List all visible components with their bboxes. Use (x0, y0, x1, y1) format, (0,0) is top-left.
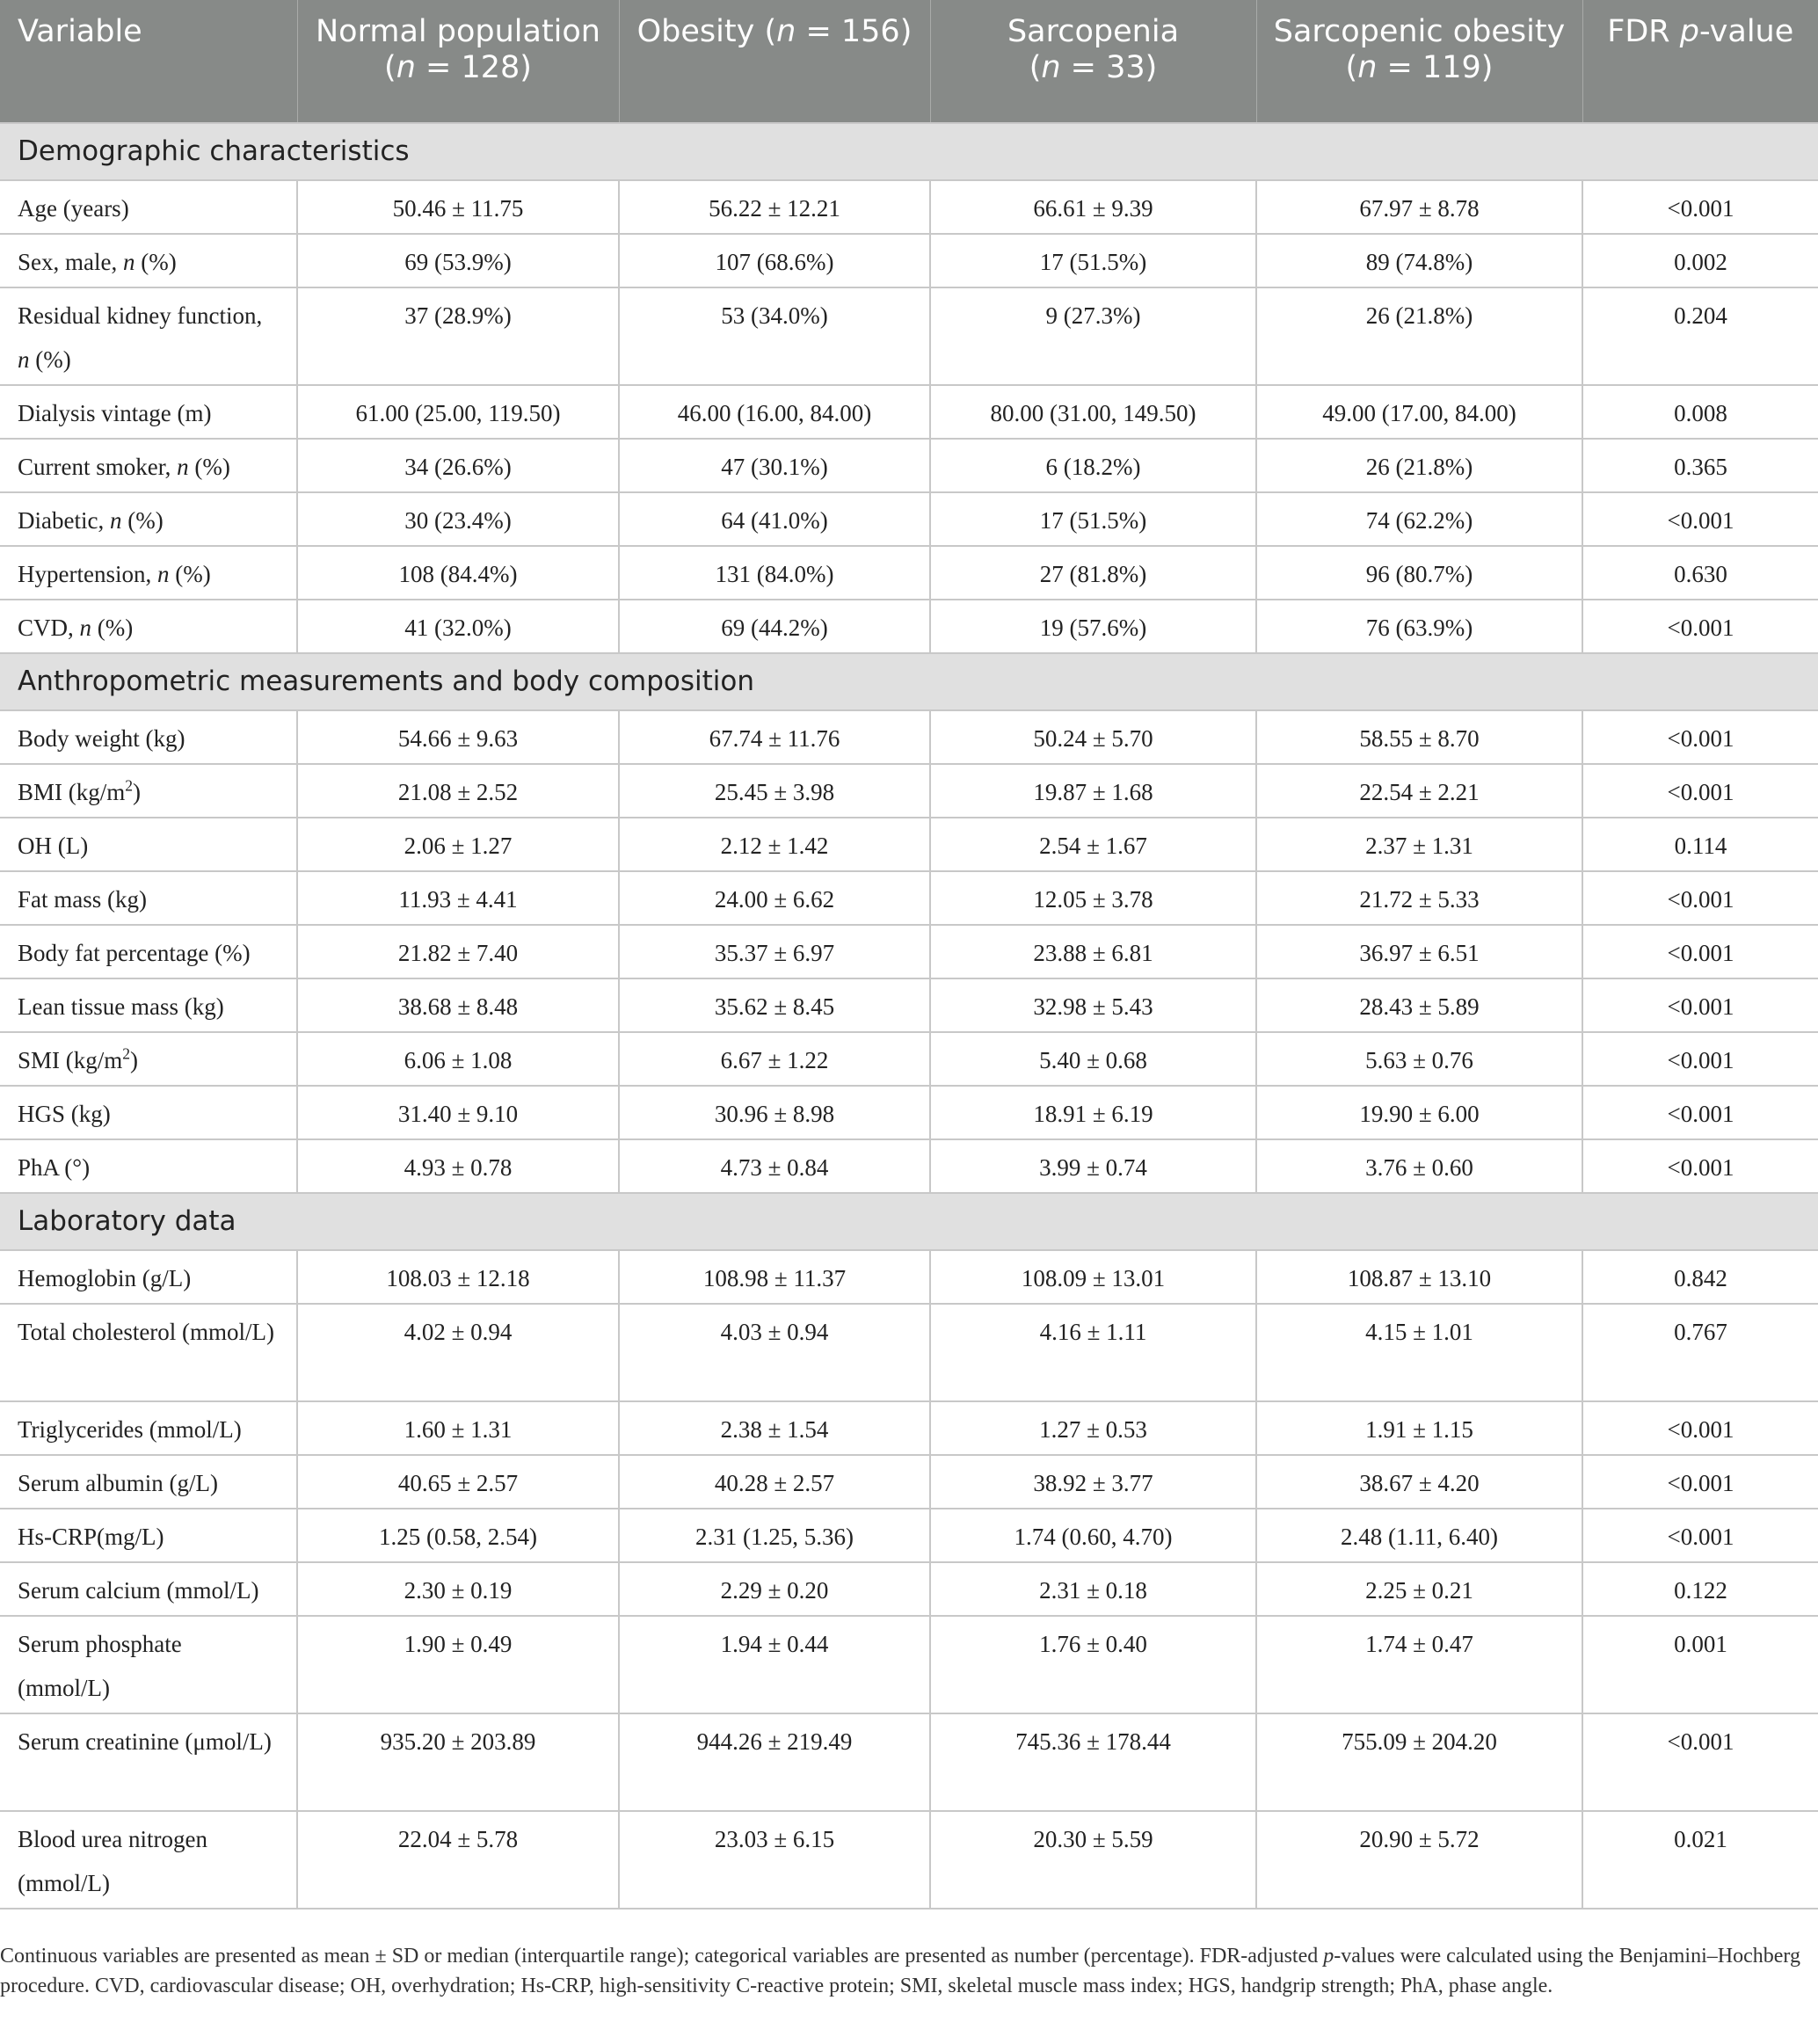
table-row-serum-albumin (0, 1455, 1818, 1509)
header-sarcopenic-obesity: Sarcopenic obesity (n = 119) (1256, 0, 1582, 123)
table-cell: 2.06 ± 1.27 (297, 818, 619, 871)
table-cell: 67.97 ± 8.78 (1256, 180, 1582, 234)
table-cell: 30.96 ± 8.98 (619, 1086, 930, 1139)
table-row-fat-mass (0, 871, 1818, 925)
variable-label-cell: Hypertension, n (%) (0, 546, 297, 600)
table-cell: 0.365 (1582, 439, 1818, 492)
table-cell: 20.90 ± 5.72 (1256, 1811, 1582, 1909)
table-cell: 2.31 (1.25, 5.36) (619, 1509, 930, 1562)
table-cell: 1.94 ± 0.44 (619, 1616, 930, 1713)
section-row-laboratory (0, 1193, 1818, 1250)
table-cell: 26 (21.8%) (1256, 439, 1582, 492)
table-cell: <0.001 (1582, 925, 1818, 978)
table-cell: 6.06 ± 1.08 (297, 1032, 619, 1086)
table-cell: 47 (30.1%) (619, 439, 930, 492)
variable-label-cell: Residual kidney function, n (%) (0, 287, 297, 385)
table-cell: 69 (44.2%) (619, 600, 930, 653)
variable-label-cell: Diabetic, n (%) (0, 492, 297, 546)
variable-label-cell: Lean tissue mass (kg) (0, 978, 297, 1032)
table-row-body-weight (0, 710, 1818, 764)
table-cell: 1.74 ± 0.47 (1256, 1616, 1582, 1713)
table-cell: 1.76 ± 0.40 (930, 1616, 1256, 1713)
table-cell: 1.25 (0.58, 2.54) (297, 1509, 619, 1562)
table-cell: 0.122 (1582, 1562, 1818, 1616)
table-cell: 2.29 ± 0.20 (619, 1562, 930, 1616)
table-cell: 11.93 ± 4.41 (297, 871, 619, 925)
table-cell: 4.73 ± 0.84 (619, 1139, 930, 1193)
table-cell: 41 (32.0%) (297, 600, 619, 653)
table-cell: 24.00 ± 6.62 (619, 871, 930, 925)
variable-label-cell: Total cholesterol (mmol/L) (0, 1304, 297, 1401)
table-cell: 108.98 ± 11.37 (619, 1250, 930, 1304)
table-cell: 19.90 ± 6.00 (1256, 1086, 1582, 1139)
table-cell: 4.16 ± 1.11 (930, 1304, 1256, 1401)
table-cell: 40.28 ± 2.57 (619, 1455, 930, 1509)
table-cell: 12.05 ± 3.78 (930, 871, 1256, 925)
table-cell: <0.001 (1582, 978, 1818, 1032)
table-row-smi (0, 1032, 1818, 1086)
table-cell: 25.45 ± 3.98 (619, 764, 930, 818)
table-cell: 108 (84.4%) (297, 546, 619, 600)
table-cell: 35.37 ± 6.97 (619, 925, 930, 978)
variable-label-cell: HGS (kg) (0, 1086, 297, 1139)
table-cell: 64 (41.0%) (619, 492, 930, 546)
table-cell: 0.204 (1582, 287, 1818, 385)
table-cell: 21.82 ± 7.40 (297, 925, 619, 978)
table-cell: 108.87 ± 13.10 (1256, 1250, 1582, 1304)
table-cell: 22.04 ± 5.78 (297, 1811, 619, 1909)
table-cell: 17 (51.5%) (930, 234, 1256, 287)
table-cell: 36.97 ± 6.51 (1256, 925, 1582, 978)
table-cell: 1.90 ± 0.49 (297, 1616, 619, 1713)
table-row-pha (0, 1139, 1818, 1193)
table-cell: 107 (68.6%) (619, 234, 930, 287)
table-row-serum-calcium (0, 1562, 1818, 1616)
table-cell: 21.08 ± 2.52 (297, 764, 619, 818)
variable-label-cell: PhA (°) (0, 1139, 297, 1193)
table-cell: 53 (34.0%) (619, 287, 930, 385)
table-cell: 2.30 ± 0.19 (297, 1562, 619, 1616)
table-cell: 0.001 (1582, 1616, 1818, 1713)
table-cell: 2.31 ± 0.18 (930, 1562, 1256, 1616)
table-cell: 6 (18.2%) (930, 439, 1256, 492)
table-cell: 2.48 (1.11, 6.40) (1256, 1509, 1582, 1562)
table-row-oh (0, 818, 1818, 871)
table-cell: 40.65 ± 2.57 (297, 1455, 619, 1509)
table-cell: 27 (81.8%) (930, 546, 1256, 600)
table-cell: 0.842 (1582, 1250, 1818, 1304)
variable-label-cell: Dialysis vintage (m) (0, 385, 297, 439)
variable-label-cell: Serum creatinine (μmol/L) (0, 1713, 297, 1811)
table-header-row (0, 0, 1818, 123)
table-cell: <0.001 (1582, 1086, 1818, 1139)
table-cell: 26 (21.8%) (1256, 287, 1582, 385)
table-cell: 0.114 (1582, 818, 1818, 871)
table-cell: 2.12 ± 1.42 (619, 818, 930, 871)
table-row-cvd (0, 600, 1818, 653)
table-cell: 4.15 ± 1.01 (1256, 1304, 1582, 1401)
table-cell: 46.00 (16.00, 84.00) (619, 385, 930, 439)
table-footnote: Continuous variables are presented as mean ± SD or median (interquartile range); categorical variables are presented as number (percentage). FDR-adjusted p-values were calculated using the Benjamini–Hochberg procedure. CVD, cardiovascular disease; OH, overhydration; Hs-CRP, high-sensitivity C-reactive protein; SMI, skeletal muscle mass index; HGS, handgrip strength; PhA, phase angle. (0, 1945, 1800, 1997)
table-row-current-smoker (0, 439, 1818, 492)
section-row-anthropometric (0, 653, 1818, 710)
variable-label-cell: Hs-CRP(mg/L) (0, 1509, 297, 1562)
table-cell: 35.62 ± 8.45 (619, 978, 930, 1032)
header-variable: Variable (0, 0, 297, 123)
table-cell: 935.20 ± 203.89 (297, 1713, 619, 1811)
table-cell: 22.54 ± 2.21 (1256, 764, 1582, 818)
table-cell: 61.00 (25.00, 119.50) (297, 385, 619, 439)
table-cell: 3.99 ± 0.74 (930, 1139, 1256, 1193)
table-cell: 67.74 ± 11.76 (619, 710, 930, 764)
table-cell: 58.55 ± 8.70 (1256, 710, 1582, 764)
variable-label-cell: Triglycerides (mmol/L) (0, 1401, 297, 1455)
table-cell: 1.27 ± 0.53 (930, 1401, 1256, 1455)
table-cell: 19.87 ± 1.68 (930, 764, 1256, 818)
table-cell: <0.001 (1582, 180, 1818, 234)
table-cell: 0.630 (1582, 546, 1818, 600)
variable-label-cell: Age (years) (0, 180, 297, 234)
table-cell: <0.001 (1582, 1401, 1818, 1455)
table-cell: <0.001 (1582, 492, 1818, 546)
variable-label-cell: BMI $(kg/m^2)$ (0, 764, 297, 818)
table-cell: Demographic characteristics (0, 123, 1818, 180)
table-row-age (0, 180, 1818, 234)
variable-label-cell: Body fat percentage (%) (0, 925, 297, 978)
table-cell: 18.91 ± 6.19 (930, 1086, 1256, 1139)
table-cell: 89 (74.8%) (1256, 234, 1582, 287)
header-obesity: Obesity (n = 156) (619, 0, 930, 123)
table-cell: 49.00 (17.00, 84.00) (1256, 385, 1582, 439)
table-row-hemoglobin (0, 1250, 1818, 1304)
table-row-residual-kidney-function (0, 287, 1818, 385)
variable-label-cell: Serum albumin (g/L) (0, 1455, 297, 1509)
table-cell: 17 (51.5%) (930, 492, 1256, 546)
table-cell: 21.72 ± 5.33 (1256, 871, 1582, 925)
table-cell: <0.001 (1582, 710, 1818, 764)
table-cell: 4.93 ± 0.78 (297, 1139, 619, 1193)
table-cell: 108.03 ± 12.18 (297, 1250, 619, 1304)
header-fdr-p-value: FDR p-value (1582, 0, 1818, 123)
table-cell: 19 (57.6%) (930, 600, 1256, 653)
table-cell: 1.74 (0.60, 4.70) (930, 1509, 1256, 1562)
table-cell: <0.001 (1582, 600, 1818, 653)
table-cell: 74 (62.2%) (1256, 492, 1582, 546)
table-cell: 66.61 ± 9.39 (930, 180, 1256, 234)
variable-label-cell: Sex, male, n (%) (0, 234, 297, 287)
table-cell: 2.37 ± 1.31 (1256, 818, 1582, 871)
table-cell: 32.98 ± 5.43 (930, 978, 1256, 1032)
table-cell: <0.001 (1582, 1455, 1818, 1509)
table-cell: 9 (27.3%) (930, 287, 1256, 385)
table-cell: Laboratory data (0, 1193, 1818, 1250)
variable-label-cell: Fat mass (kg) (0, 871, 297, 925)
table-cell: 56.22 ± 12.21 (619, 180, 930, 234)
table-cell: 38.67 ± 4.20 (1256, 1455, 1582, 1509)
table-cell: 96 (80.7%) (1256, 546, 1582, 600)
table-row-diabetic (0, 492, 1818, 546)
table-cell: 131 (84.0%) (619, 546, 930, 600)
variable-label-cell: Serum phosphate (mmol/L) (0, 1616, 297, 1713)
table-cell: 38.92 ± 3.77 (930, 1455, 1256, 1509)
table-cell: <0.001 (1582, 1032, 1818, 1086)
table-cell: 30 (23.4%) (297, 492, 619, 546)
table-cell: 0.008 (1582, 385, 1818, 439)
variable-label-cell: Serum calcium (mmol/L) (0, 1562, 297, 1616)
table-row-dialysis-vintage (0, 385, 1818, 439)
table-row-hypertension (0, 546, 1818, 600)
table-cell: 50.46 ± 11.75 (297, 180, 619, 234)
table-cell: 2.38 ± 1.54 (619, 1401, 930, 1455)
table-cell: 34 (26.6%) (297, 439, 619, 492)
table-cell: 1.60 ± 1.31 (297, 1401, 619, 1455)
table-cell: 745.36 ± 178.44 (930, 1713, 1256, 1811)
section-row-demographic (0, 123, 1818, 180)
table-cell: Anthropometric measurements and body composition (0, 653, 1818, 710)
table-row-total-cholesterol (0, 1304, 1818, 1401)
table-row-sex (0, 234, 1818, 287)
table-row-hgs (0, 1086, 1818, 1139)
table-row-triglycerides (0, 1401, 1818, 1455)
table-row-lean-tissue-mass (0, 978, 1818, 1032)
table-cell: 1.91 ± 1.15 (1256, 1401, 1582, 1455)
variable-label-cell: Body weight (kg) (0, 710, 297, 764)
table-cell: <0.001 (1582, 871, 1818, 925)
table-cell: 4.03 ± 0.94 (619, 1304, 930, 1401)
variable-label-cell: OH (L) (0, 818, 297, 871)
table-cell: <0.001 (1582, 764, 1818, 818)
table-cell: 20.30 ± 5.59 (930, 1811, 1256, 1909)
table-cell: 28.43 ± 5.89 (1256, 978, 1582, 1032)
table-cell: <0.001 (1582, 1713, 1818, 1811)
table-row-blood-urea-nitrogen (0, 1811, 1818, 1909)
table-row-serum-phosphate (0, 1616, 1818, 1713)
table-cell: 54.66 ± 9.63 (297, 710, 619, 764)
table-cell: 4.02 ± 0.94 (297, 1304, 619, 1401)
table-cell: 2.54 ± 1.67 (930, 818, 1256, 871)
table-row-body-fat-percentage (0, 925, 1818, 978)
table-cell: 23.03 ± 6.15 (619, 1811, 930, 1909)
table-cell: 0.021 (1582, 1811, 1818, 1909)
header-normal-population: Normal population (n = 128) (297, 0, 619, 123)
variable-label-cell: SMI $(kg/m^2)$ (0, 1032, 297, 1086)
table-cell: <0.001 (1582, 1139, 1818, 1193)
variable-label-cell: CVD, n (%) (0, 600, 297, 653)
table-cell: 2.25 ± 0.21 (1256, 1562, 1582, 1616)
table-cell: 80.00 (31.00, 149.50) (930, 385, 1256, 439)
header-sarcopenia: Sarcopenia (n = 33) (930, 0, 1256, 123)
table-cell: 50.24 ± 5.70 (930, 710, 1256, 764)
table-cell: 37 (28.9%) (297, 287, 619, 385)
table-cell: 755.09 ± 204.20 (1256, 1713, 1582, 1811)
table-row-bmi (0, 764, 1818, 818)
table-cell: 6.67 ± 1.22 (619, 1032, 930, 1086)
table-row-serum-creatinine (0, 1713, 1818, 1811)
variable-label-cell: Current smoker, n (%) (0, 439, 297, 492)
table-cell: 3.76 ± 0.60 (1256, 1139, 1582, 1193)
table-cell: 0.002 (1582, 234, 1818, 287)
table-cell: 944.26 ± 219.49 (619, 1713, 930, 1811)
table-cell: 108.09 ± 13.01 (930, 1250, 1256, 1304)
table-cell: 31.40 ± 9.10 (297, 1086, 619, 1139)
variable-label-cell: Blood urea nitrogen (mmol/L) (0, 1811, 297, 1909)
table-cell: 69 (53.9%) (297, 234, 619, 287)
table-row-hs-crp (0, 1509, 1818, 1562)
variable-label-cell: Hemoglobin (g/L) (0, 1250, 297, 1304)
table-cell: 76 (63.9%) (1256, 600, 1582, 653)
table-cell: 5.40 ± 0.68 (930, 1032, 1256, 1086)
table-cell: <0.001 (1582, 1509, 1818, 1562)
table-cell: 23.88 ± 6.81 (930, 925, 1256, 978)
table-cell: 38.68 ± 8.48 (297, 978, 619, 1032)
table-cell: 5.63 ± 0.76 (1256, 1032, 1582, 1086)
table-cell: 0.767 (1582, 1304, 1818, 1401)
